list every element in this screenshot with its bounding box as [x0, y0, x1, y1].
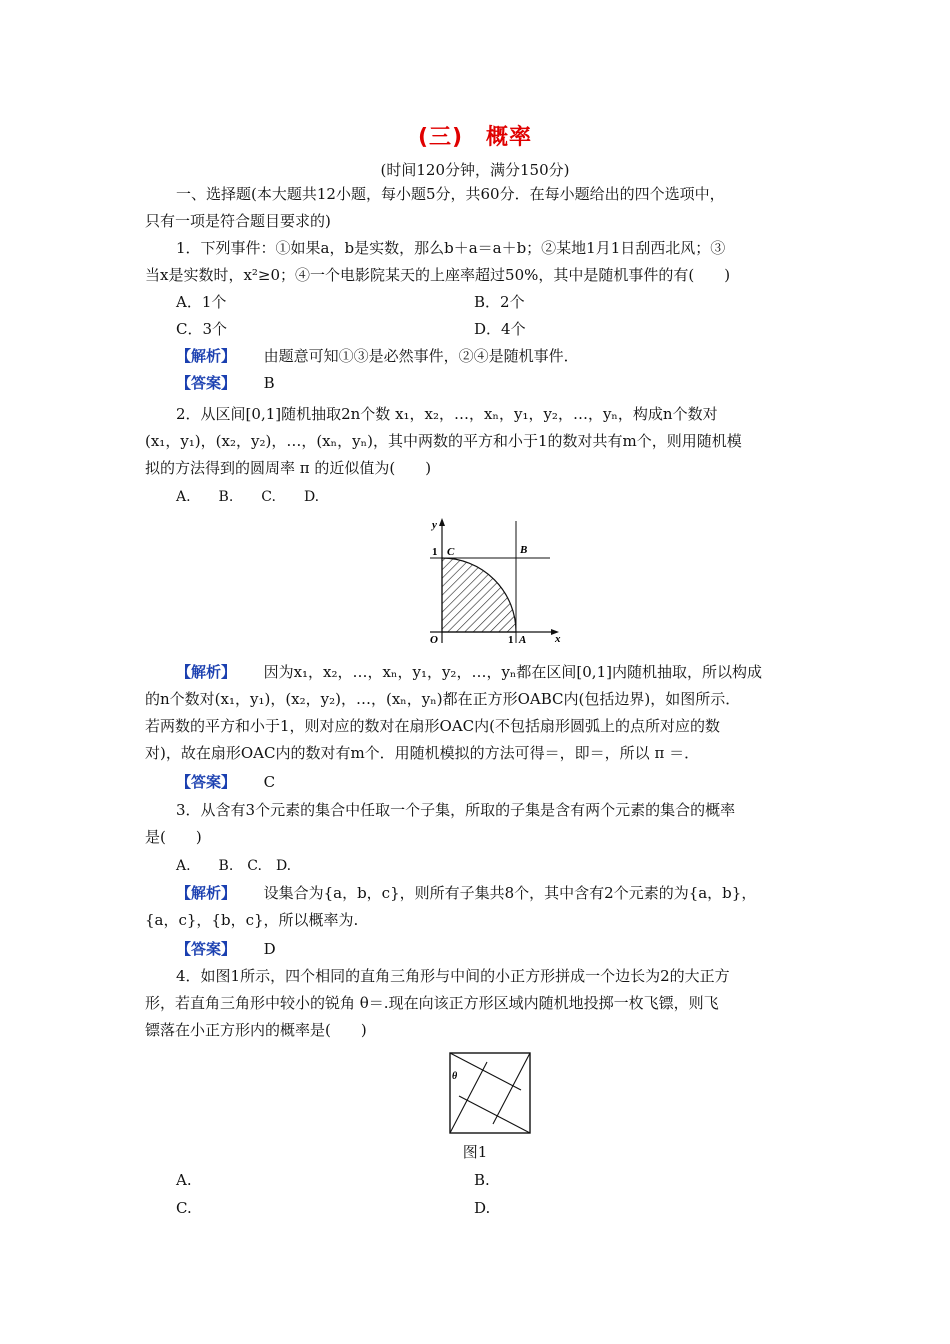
q1-stem-line1: 1．下列事件：①如果a，b是实数，那么b＋a＝a＋b；②某地1月1日刮西北风；③ [176, 239, 726, 257]
q1-option-b: B．2个 [474, 293, 525, 311]
triangle-edge-1 [450, 1053, 521, 1090]
q2-stem-line2: (x₁，y₁)，(x₂，y₂)，…，(xₙ，yₙ)，其中两数的平方和小于1的数对共有m个，则用随机模 [145, 432, 742, 450]
q2-answer-value: C [263, 773, 276, 791]
q3-stem-line1: 3．从含有3个元素的集合中任取一个子集，所取的子集是含有两个元素的集合的概率 [176, 801, 736, 819]
q2-answer [176, 772, 816, 792]
q1-answer-value: B [263, 374, 275, 392]
triangle-edge-3 [459, 1096, 530, 1133]
q1-stem-line2: 当x是实数时，x²≥0；④一个电影院某天的上座率超过50%，其中是随机事件的有( ) [145, 266, 731, 284]
outer-square [450, 1053, 530, 1133]
q2-analysis-line3: 若两数的平方和小于1，则对应的数对在扇形OAC内(不包括扇形圆弧上的点所对应的数 [145, 717, 721, 735]
fig-label-b: B [520, 544, 528, 556]
q1-option-a: A．1个 [176, 293, 227, 311]
answer-tag: 【答案】 [176, 940, 237, 958]
shaded-sector [442, 558, 516, 632]
q4-stem-line1: 4．如图1所示，四个相同的直角三角形与中间的小正方形拼成一个边长为2的大正方 [176, 967, 730, 985]
q2-options: A. B. C. D. [176, 489, 320, 505]
quarter-circle-figure [420, 515, 570, 647]
q2-stem-line3: 拟的方法得到的圆周率 π 的近似值为( ) [145, 459, 432, 477]
q2-analysis-line4: 对)，故在扇形OAC内的数对有m个．用随机模拟的方法可得＝，即＝，所以 π ＝． [145, 744, 700, 762]
q4-option-a: A. [176, 1171, 192, 1189]
y-axis-arrow-icon [439, 518, 445, 526]
q4-stem-line3: 镖落在小正方形内的概率是( ) [145, 1021, 367, 1039]
q1-answer [176, 373, 816, 393]
section-heading-line2: 只有一项是符合题目要求的) [145, 212, 331, 230]
figure-caption: 图1 [462, 1143, 488, 1161]
fig-label-c: C [447, 546, 455, 558]
analysis-tag: 【解析】 [176, 347, 237, 365]
page-title: (三) 概率 [417, 125, 533, 150]
q4-option-b: B. [474, 1171, 490, 1189]
fig-label-y: y [432, 519, 437, 531]
q2-analysis-text1: 因为x₁，x₂，…，xₙ，y₁，y₂，…，yₙ都在区间[0,1]内随机抽取，所以构成 [263, 663, 762, 681]
q1-option-c: C．3个 [176, 320, 228, 338]
q2-stem-line1: 2．从区间[0,1]随机抽取2n个数 x₁，x₂，…，xₙ，y₁，y₂，…，yₙ，构成n个数对 [176, 405, 718, 423]
q3-answer [176, 939, 816, 959]
fig-label-a: A [519, 634, 527, 646]
q2-analysis-line1 [176, 662, 816, 682]
answer-tag: 【答案】 [176, 374, 237, 392]
q2-analysis-line2: 的n个数对(x₁，y₁)，(x₂，y₂)，…，(xₙ，yₙ)都在正方形OABC内(包括边界)，如图所示． [145, 690, 741, 708]
answer-tag: 【答案】 [176, 773, 237, 791]
square-figure [449, 1052, 531, 1134]
q4-option-c: C. [176, 1199, 192, 1217]
q1-option-d: D．4个 [474, 320, 526, 338]
q3-analysis-text1: 设集合为{a，b，c}，则所有子集共8个，其中含有2个元素的为{a，b}， [263, 884, 757, 902]
fig-label-one-x: 1 [508, 634, 514, 646]
q3-answer-value: D [263, 940, 276, 958]
q1-analysis-text: 由题意可知①③是必然事件，②④是随机事件． [263, 347, 579, 365]
analysis-tag: 【解析】 [176, 884, 237, 902]
fig-label-o: O [430, 634, 438, 646]
q3-analysis-line2: {a，c}，{b，c}，所以概率为. [145, 911, 359, 929]
q3-analysis-line1 [176, 883, 816, 903]
q4-stem-line2: 形，若直角三角形中较小的锐角 θ＝.现在向该正方形区域内随机地投掷一枚飞镖，则飞 [145, 994, 719, 1012]
q3-stem-line2: 是( ) [145, 828, 202, 846]
fig-label-one-y: 1 [432, 546, 438, 558]
analysis-tag: 【解析】 [176, 663, 237, 681]
q1-analysis [176, 346, 816, 366]
q3-options: A. B. C. D. [176, 858, 292, 874]
page-subtitle: (时间120分钟，满分150分) [380, 161, 570, 179]
section-heading-line1: 一、选择题(本大题共12小题，每小题5分，共60分．在每小题给出的四个选项中， [176, 185, 725, 203]
triangle-edge-2 [493, 1053, 530, 1124]
fig-label-x: x [555, 633, 561, 645]
q4-option-d: D. [474, 1199, 491, 1217]
theta-label: θ [452, 1071, 458, 1082]
